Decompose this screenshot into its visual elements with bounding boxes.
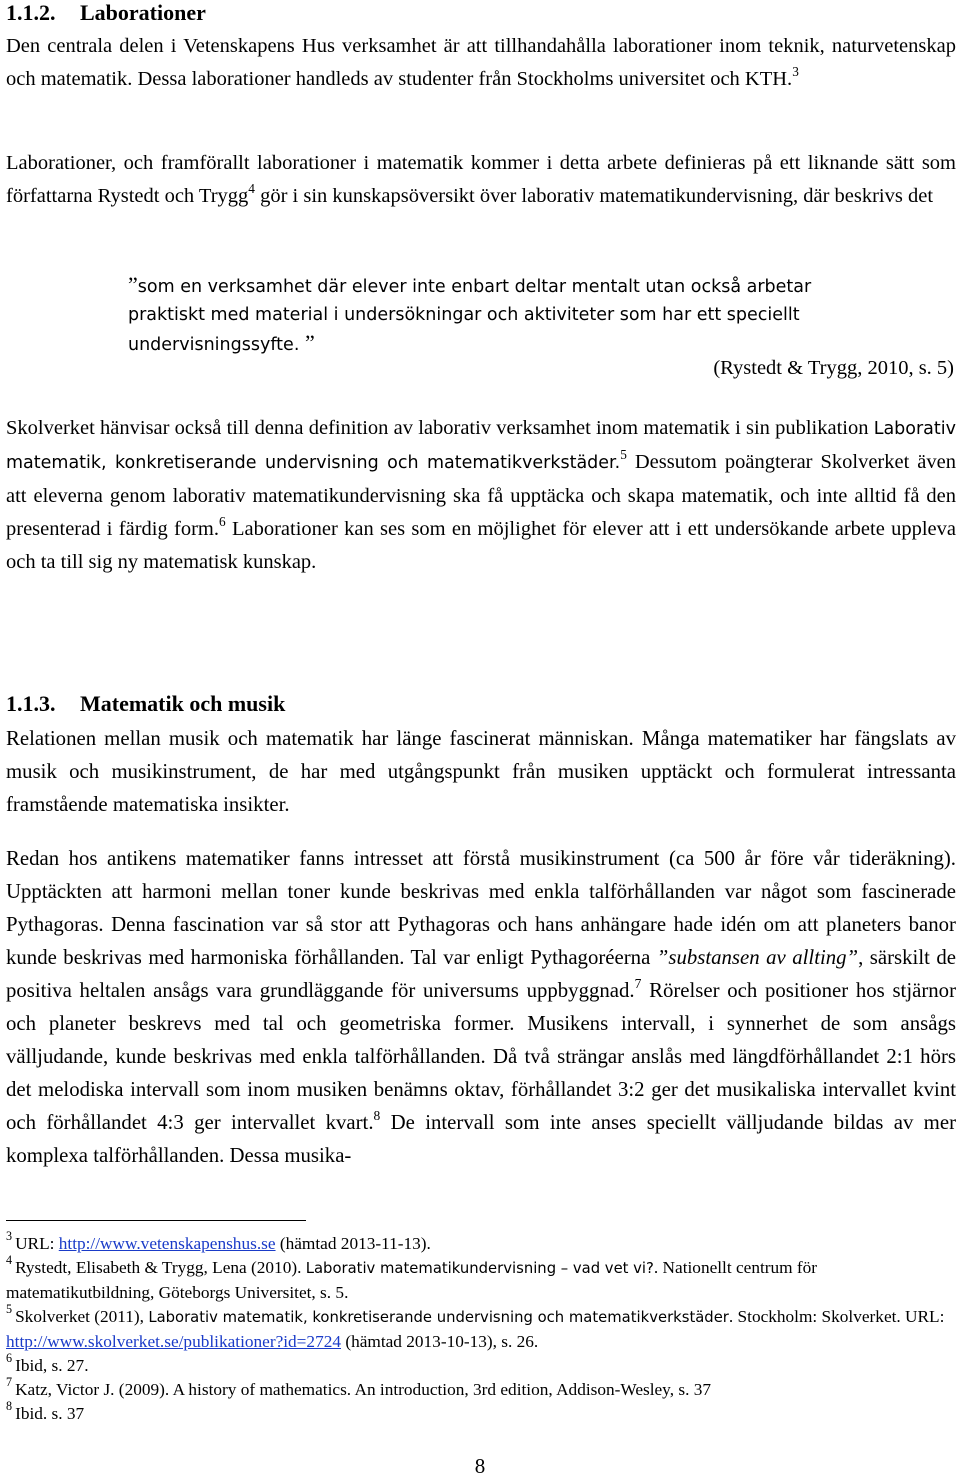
section-heading-laborationer — [6, 0, 206, 26]
footnote-ref[interactable]: 6 — [219, 513, 226, 529]
quote-text: som en verksamhet där elever inte enbart deltar mentalt utan också arbetar praktiskt med material i undersökningar och aktiviteter som har ett speciellt undervisningssyfte. — [128, 277, 812, 355]
paragraph-text: Den centrala delen i Vetenskapens Hus verksamhet är att tillhandahålla laborationer inom teknik, naturvetenskap och matematik. Dessa laborationer handleds av studenter från Stockholms universitet och KTH. — [6, 35, 956, 90]
footnote-ref[interactable]: 3 — [792, 63, 799, 79]
footnote-mark: 7 — [6, 1375, 13, 1390]
paragraph-text: , särskilt de positiva heltalen ansågs vara grundläggande för universums uppbyggnad. — [6, 946, 957, 1002]
footnote-text: . Nationellt centrum för matematikutbildning, Göteborgs Universitet, s. 5. — [6, 1258, 818, 1302]
footnote-title: Laborativ matematikundervisning – vad vet vi? — [305, 1260, 654, 1277]
footnote-mark: 8 — [6, 1399, 13, 1414]
footnote-4 — [6, 1253, 956, 1305]
paragraph-text: Redan hos antikens matematiker fanns intresset att förstå musikinstrument (ca 500 år före vår tideräkning). Upptäckten att harmoni mellan toner kunde beskrivas med enkla talförhållanden var något som fascinerade Pythagoras. Denna fascination var så stor att Pythagoras och hans anhängare hade idén om att planeters banor kunde beskrivas med harmoniska förhållanden. Tal var enligt Pythagoréerna — [6, 847, 956, 969]
footnote-text: (hämtad 2013-11-13). — [275, 1234, 431, 1253]
publication-title: Laborativ matematik, konkretiserande undervisning och matematikverkstäder. — [6, 419, 956, 473]
footnote-mark: 3 — [6, 1229, 13, 1244]
paragraph-text: Rörelser och positioner hos stjärnor och planeter beskrevs med tal och geometriska former. Musikens intervall, i synnerhet de som ansågs välljudande, kunde beskrivas med enkla talförhållanden. Då två strängar anslås med längdförhållandet 2:1 hörs det melodiska intervall som inom musiken benämns oktav, förhållandet 3:2 ger det musikaliska intervallet kvint och förhållandet 4:3 ger intervallet kvart. — [6, 979, 956, 1134]
footnote-3 — [6, 1229, 956, 1256]
section-heading-matematik-och-musik — [6, 691, 285, 717]
footnote-ref[interactable]: 7 — [634, 975, 642, 991]
footnote-ref[interactable]: 8 — [373, 1107, 381, 1123]
footnote-7 — [6, 1375, 956, 1402]
footnote-mark: 5 — [6, 1302, 13, 1317]
footnote-divider — [6, 1220, 306, 1221]
quote-mark: ” — [304, 330, 315, 355]
footnote-mark: 4 — [6, 1253, 13, 1268]
paragraph-text: Skolverket hänvisar också till denna definition av laborativ verksamhet inom matematik i sin publikation — [6, 417, 874, 439]
footnote-mark: 6 — [6, 1351, 13, 1366]
paragraph-text: Laborationer, och framförallt laborationer i matematik kommer i detta arbete definieras på ett liknande sätt som författarna Rystedt och Trygg — [6, 152, 956, 207]
page-number: 8 — [474, 1454, 486, 1478]
quote-mark: ” — [128, 272, 138, 297]
italic-quote: ”substansen av allting” — [656, 946, 859, 969]
footnote-link[interactable]: http://www.skolverket.se/publikationer?id=2724 — [6, 1332, 341, 1351]
footnote-link[interactable]: http://www.vetenskapenshus.se — [58, 1234, 276, 1253]
quote-citation: (Rystedt & Trygg, 2010, s. 5) — [713, 357, 954, 379]
footnote-6 — [6, 1351, 956, 1378]
footnote-ref[interactable]: 5 — [620, 446, 627, 462]
footnote-text: . Stockholm: Skolverket. URL: — [728, 1307, 945, 1326]
footnote-text: Ibid. s. 37 — [15, 1404, 85, 1423]
footnote-ref[interactable]: 4 — [248, 180, 255, 196]
block-quote — [128, 271, 868, 359]
section-number: 1.1.2. — [6, 0, 56, 25]
paragraph-text: Dessutom poängterar Skolverket även att eleverna genom laborativ matematikundervisning ska få upptäcka och skapa matematik, och inte alltid få den presenterad i färdig form. — [6, 451, 956, 540]
paragraph-text: gör i sin kunskapsöversikt över laborativ matematikundervisning, där beskrivs det — [254, 185, 934, 207]
paragraph — [6, 30, 956, 96]
section-number: 1.1.3. — [6, 691, 56, 716]
paragraph — [6, 412, 956, 579]
footnote-title: Laborativ matematik, konkretiserande undervisning och matematikverkstäder — [148, 1309, 729, 1326]
footnote-text: Katz, Victor J. (2009). A history of mathematics. An introduction, 3rd edition, Addison-Wesley, s. 37 — [15, 1380, 711, 1399]
section-title: Matematik och musik — [80, 691, 286, 716]
paragraph-text: De intervall som inte anses speciellt välljudande bildas av mer komplexa talförhållanden. Dessa musika- — [6, 1111, 957, 1167]
paragraph — [6, 842, 956, 1172]
paragraph — [6, 147, 956, 213]
section-title: Laborationer — [80, 0, 206, 25]
footnote-text: Skolverket (2011), — [15, 1307, 149, 1326]
paragraph: Relationen mellan musik och matematik har länge fascinerat människan. Många matematiker har fängslats av musik och musikinstrument, de har med utgångspunkt från musiken upptäckt och formulerat intressanta framstående matematiska insikter. — [6, 727, 956, 816]
footnote-text: (hämtad 2013-10-13), s. 26. — [341, 1332, 539, 1351]
paragraph-text: Laborationer kan ses som en möjlighet för elever att i ett undersökande arbete uppleva och ta till sig ny matematisk kunskap. — [6, 518, 957, 573]
footnote-text: Rystedt, Elisabeth & Trygg, Lena (2010). — [15, 1258, 306, 1277]
footnotes — [6, 1229, 956, 1426]
footnote-text: URL: — [15, 1234, 59, 1253]
footnote-8 — [6, 1399, 956, 1426]
footnote-5 — [6, 1302, 956, 1354]
footnote-text: Ibid, s. 27. — [15, 1356, 89, 1375]
